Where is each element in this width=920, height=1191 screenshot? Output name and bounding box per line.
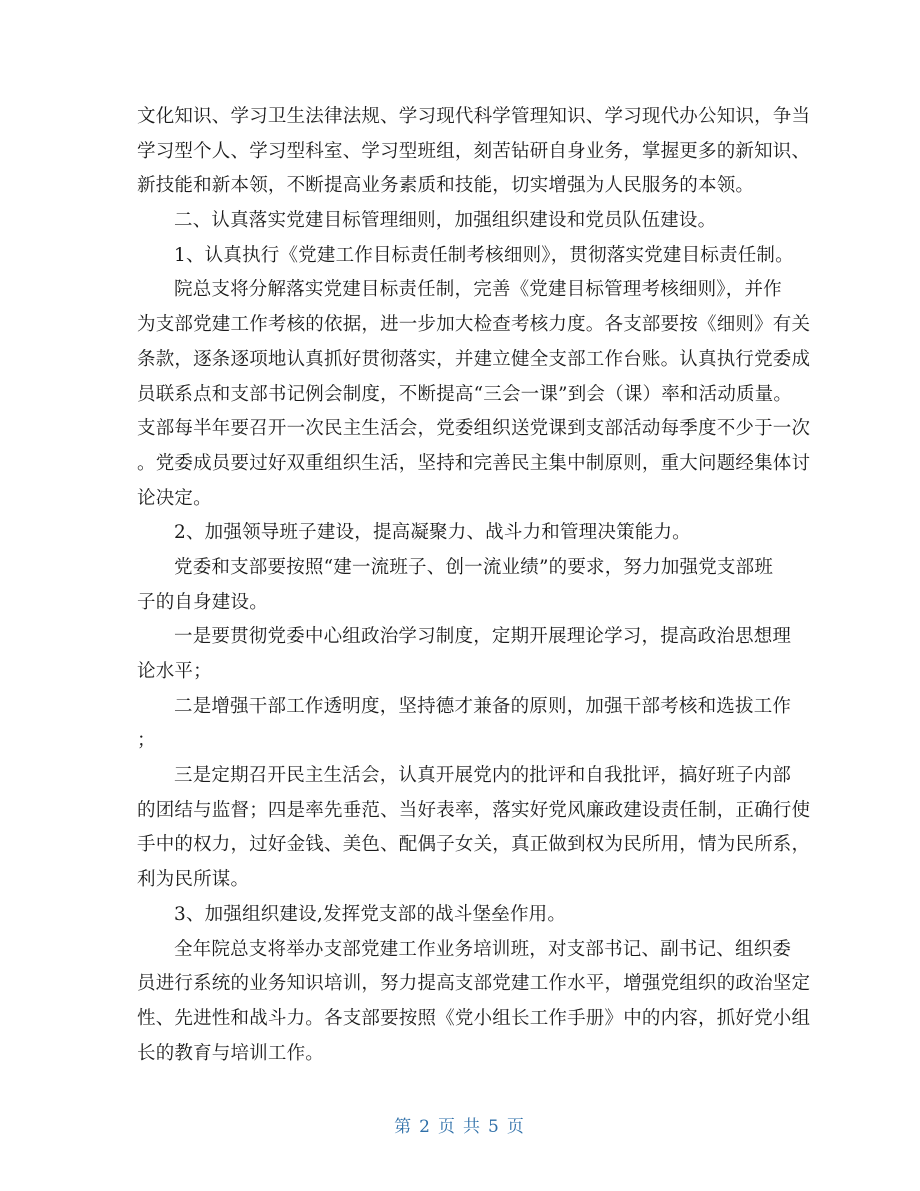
- footer-label-page-unit: 页: [438, 1117, 457, 1137]
- text-line: 员联系点和支部书记例会制度，不断提高“三会一课”到会（课）率和活动质量。: [137, 383, 793, 405]
- text-line: 学习型个人、学习型科室、学习型班组，刻苦钻研自身业务，掌握更多的新知识、: [137, 140, 811, 162]
- footer-current-page: 2: [419, 1117, 432, 1137]
- footer-label-page: 第: [394, 1117, 414, 1137]
- text-line: 院总支将分解落实党建目标责任制，完善《党建目标管理考核细则》，并作: [174, 279, 782, 301]
- text-line: 的团结与监督；四是率先垂范、当好表率，落实好党风廉政建设责任制，正确行使: [137, 799, 811, 821]
- footer-label-total-unit: 页: [506, 1117, 526, 1137]
- text-line: ；: [137, 730, 156, 752]
- text-line: 二是增强干部工作透明度，坚持德才兼备的原则，加强干部考核和选拔工作: [174, 695, 792, 717]
- text-line: 一是要贯彻党委中心组政治学习制度，定期开展理论学习，提高政治思想理: [174, 626, 792, 648]
- text-line: 全年院总支将举办支部党建工作业务培训班，对支部书记、副书记、组织委: [174, 938, 792, 960]
- text-line: 新技能和新本领，不断提高业务素质和技能，切实增强为人民服务的本领。: [137, 175, 755, 197]
- text-line: 支部每半年要召开一次民主生活会，党委组织送党课到支部活动每季度不少于一次: [137, 418, 811, 440]
- text-line: 手中的权力，过好金钱、美色、配偶子女关，真正做到权为民所用，情为民所系，: [137, 834, 811, 856]
- text-line: 3、加强组织建设,发挥党支部的战斗堡垒作用。: [174, 903, 567, 925]
- text-line: 论水平；: [137, 661, 212, 682]
- text-line: 长的教育与培训工作。: [137, 1042, 325, 1064]
- page-footer: [0, 1112, 920, 1137]
- text-line: 。党委成员要过好双重组织生活，坚持和完善民主集中制原则，重大问题经集体讨: [137, 452, 811, 474]
- text-line: 性、先进性和战斗力。各支部要按照《党小组长工作手册》中的内容，抓好党小组: [137, 1007, 811, 1029]
- text-line: 员进行系统的业务知识培训，努力提高支部党建工作水平，增强党组织的政治坚定: [137, 973, 811, 995]
- text-line: 2、加强领导班子建设，提高凝聚力、战斗力和管理决策能力。: [174, 522, 691, 544]
- footer-label-total: 共: [463, 1117, 482, 1137]
- text-line: 利为民所谋。: [137, 869, 250, 891]
- text-line: 1、认真执行《党建工作目标责任制考核细则》，贯彻落实党建目标责任制。: [174, 244, 794, 266]
- text-line: 党委和支部要按照“建一流班子、创一流业绩”的要求，努力加强党支部班: [174, 556, 774, 578]
- footer-total-pages: 5: [488, 1117, 501, 1137]
- text-line: 二、认真落实党建目标管理细则，加强组织建设和党员队伍建设。: [174, 210, 717, 232]
- text-line: 条款，逐条逐项地认真抓好贯彻落实，并建立健全支部工作台账。认真执行党委成: [137, 348, 811, 370]
- text-line: 三是定期召开民主生活会，认真开展党内的批评和自我批评，搞好班子内部: [174, 765, 792, 787]
- text-line: 论决定。: [137, 487, 212, 509]
- document-body: [137, 100, 811, 1071]
- text-line: 为支部党建工作考核的依据，进一步加大检查考核力度。各支部要按《细则》有关: [137, 314, 811, 336]
- text-line: 子的自身建设。: [137, 591, 268, 613]
- text-line: 文化知识、学习卫生法律法规、学习现代科学管理知识、学习现代办公知识，争当: [137, 106, 811, 127]
